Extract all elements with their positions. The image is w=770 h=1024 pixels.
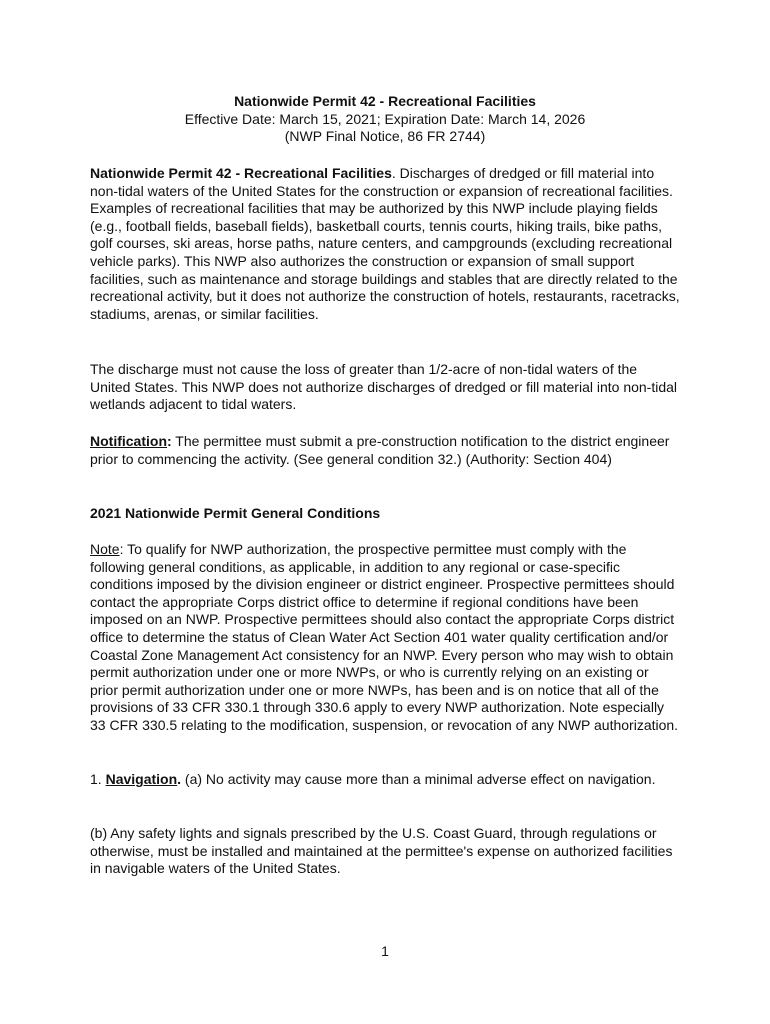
effective-dates: Effective Date: March 15, 2021; Expiration Date: March 14, 2026: [184, 110, 586, 127]
note-paragraph: [90, 541, 680, 735]
navigation-paragraph: [90, 771, 680, 789]
navigation-number: 1.: [90, 771, 106, 787]
discharge-limit-paragraph: [90, 361, 680, 414]
notification-paragraph: [90, 433, 680, 468]
general-conditions-heading-text: 2021 Nationwide Permit General Conditions: [90, 505, 381, 521]
page-number: 1: [381, 943, 389, 959]
final-notice-reference: (NWP Final Notice, 86 FR 2744): [284, 128, 486, 145]
safety-lights-paragraph: [90, 825, 680, 878]
navigation-label: Navigation: [105, 771, 178, 787]
intro-text: . Discharges of dredged or fill material into non-tidal waters of the United States for the construction or expansion of recreational facilities. Examples of recreational facilities that may be authorized by this NWP include playing fields (e.g., football fields, baseball fields), basketball courts, tennis courts, hiking trails, bike paths, golf courses, ski areas, horse paths, nature centers, and campgrounds (excluding recreational vehicle parks). This NWP also authorizes the construction or expansion of small support facilities, such as maintenance and storage buildings and stables that are directly related to the recreational activity, but it does not authorize the construction of hotels, restaurants, racetracks, stadiums, arenas, or similar facilities.: [90, 165, 680, 322]
notification-label: Notification: [90, 433, 167, 449]
safety-lights-text: (b) Any safety lights and signals prescribed by the U.S. Coast Guard, through regulations or otherwise, must be installed and maintained at the permittee's expense on authorized facilities in navigable waters of the United States.: [90, 825, 673, 877]
intro-paragraph: [90, 165, 680, 323]
intro-heading: Nationwide Permit 42 - Recreational Facilities: [90, 165, 392, 181]
note-text: : To qualify for NWP authorization, the prospective permittee must comply with the following general conditions, as applicable, in addition to any regional or case-specific conditions imposed by the division engineer or district engineer. Prospective permittees should contact the appropriate Corps district office to determine if regional conditions have been imposed on an NWP. Prospective permittees should also contact the appropriate Corps district office to determine the status of Clean Water Act Section 401 water quality certification and/or Coastal Zone Management Act consistency for an NWP. Every person who may wish to obtain permit authorization under one or more NWPs, or who is currently relying on an existing or prior permit authorization under one or more NWPs, has been and is on notice that all of the provisions of 33 CFR 330.1 through 330.6 apply to every NWP authorization. Note especially 33 CFR 330.5 relating to the modification, suspension, or revocation of any NWP authorization.: [90, 541, 679, 733]
document-title: Nationwide Permit 42 - Recreational Facilities: [234, 93, 536, 109]
general-conditions-heading: [90, 505, 680, 523]
note-label: Note: [90, 541, 120, 557]
discharge-limit-text: The discharge must not cause the loss of greater than 1/2-acre of non-tidal waters of the United States. This NWP does not authorize discharges of dredged or fill material into non-tidal wetlands adjacent to tidal waters.: [90, 361, 678, 413]
navigation-period: .: [177, 771, 182, 787]
document-header: [0, 93, 770, 146]
notification-text: The permittee must submit a pre-construction notification to the district engineer prior to commencing the activity. (See general condition 32.) (Authority: Section 404): [90, 433, 670, 467]
notification-colon: :: [167, 433, 172, 449]
navigation-text: (a) No activity may cause more than a minimal adverse effect on navigation.: [181, 771, 656, 787]
